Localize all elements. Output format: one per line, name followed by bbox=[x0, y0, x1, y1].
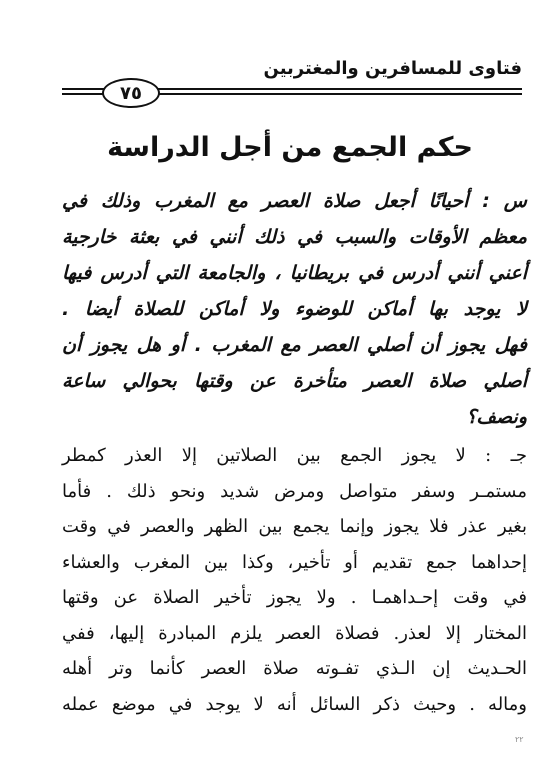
answer-line: مستمـر وسفر متواصل ومرض شديد ونحو ذلك . فأما bbox=[62, 480, 527, 502]
running-header-title: فتاوى للمسافرين والمغتربين bbox=[263, 58, 522, 79]
question-line: أصلي صلاة العصر متأخرة عن وقتها بحوالي ساعة bbox=[62, 370, 527, 392]
question-line: أعني أنني أدرس في بريطانيا ، والجامعة التي أدرس فيها bbox=[62, 262, 527, 284]
page-number: ٧٥ bbox=[102, 78, 160, 108]
question-line: معظم الأوقات والسبب في ذلك أنني في بعثة خارجية bbox=[62, 226, 527, 248]
answer-line: جـ : لا يجوز الجمع بين الصلاتين إلا العذر كمطر bbox=[62, 445, 527, 466]
section-title: حكم الجمع من أجل الدراسة bbox=[107, 132, 473, 163]
question-line: ونصف؟ bbox=[466, 406, 527, 428]
answer-paragraph bbox=[62, 438, 527, 722]
question-line: فهل يجوز أن أصلي العصر مع المغرب . أو هل يجوز أن bbox=[62, 334, 527, 356]
answer-line: بغير عذر فلا يجوز وإنما يجمع بين الظهر والعصر في وقت bbox=[62, 516, 527, 537]
answer-line: المختار إلا لعذر. فصلاة العصر يلزم المبادرة إليها، ففي bbox=[62, 622, 527, 644]
answer-line: إحداهما جمع تقديم أو تأخير، وكذا بين المغرب والعشاء bbox=[62, 551, 527, 573]
footer-mark: ٢٢ bbox=[515, 735, 524, 744]
answer-line: الحـديث إن الـذي تفـوته صلاة العصر كأنما وتر أهله bbox=[62, 658, 527, 679]
question-line: لا يوجد بها أماكن للوضوء ولا أماكن للصلاة أيضا . bbox=[62, 298, 527, 320]
answer-line: وماله . وحيث ذكر السائل أنه لا يوجد في موضع عمله bbox=[62, 693, 527, 715]
question-line: س : أحيانًا أجعل صلاة العصر مع المغرب وذلك في bbox=[62, 190, 527, 212]
running-header bbox=[62, 48, 522, 108]
answer-line: في وقت إحـداهمـا . ولا يجوز تأخير الصلاة عن وقتها bbox=[62, 587, 527, 608]
question-paragraph bbox=[62, 183, 527, 435]
